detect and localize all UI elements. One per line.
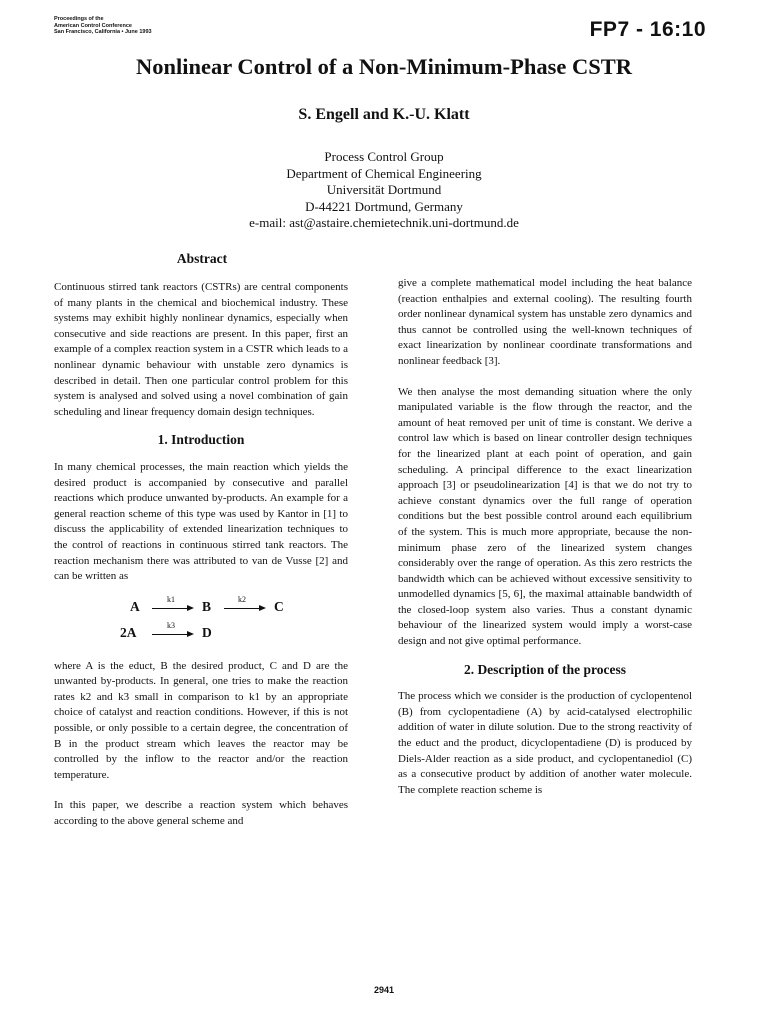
intro-paragraph-4: give a complete mathematical model including the heat balance (reaction enthalpies and external cooling). The resulting fourth order nonlinear dynamical system has unstable zero dynamics and thus cannot be controlled using the well-known techniques of exact linearization by nonlinear coordinate transformations and nonlinear feedback [3]. [398,277,692,367]
arrow-k3 [152,634,192,635]
abstract-heading: Abstract [176,251,228,266]
affiliation [0,149,768,232]
affiliation-line: Universität Dortmund [326,182,442,197]
proceedings-line: American Control Conference [54,22,132,29]
intro-paragraph-3: In this paper, we describe a reaction system which behaves according to the above general scheme and [54,799,348,828]
paper-title: Nonlinear Control of a Non-Minimum-Phase CSTR [135,54,633,79]
page-number: 2941 [373,985,395,995]
process-paragraph-1: The process which we consider is the production of cyclopentenol (B) from cyclopentadiene (A) by acid-catalysed electrophilic addition of water in dilute solution. Due to the strong reactivity of the educt and the product, dicyclopentadiene (D) is produced by Diels-Alder reaction as a side product, and cyclopentanediol (C) as a consecutive product by addition of another water molecule. The complete reaction scheme is [398,690,692,796]
species-b: B [202,598,212,614]
paper-authors: S. Engell and K.-U. Klatt [298,106,470,123]
session-code: FP7 - 16:10 [589,18,706,41]
reaction-scheme [54,589,348,651]
affiliation-line: Process Control Group [324,149,444,164]
rate-k2: k2 [238,594,246,604]
affiliation-line: Department of Chemical Engineering [286,165,482,181]
affiliation-email: e-mail: ast@astaire.chemietechnik.uni-dortmund.de [249,215,519,230]
species-a: A [130,598,140,614]
proceedings-line: Proceedings of the [54,16,104,22]
species-2a: 2A [120,624,137,640]
arrow-k1 [152,608,192,609]
intro-paragraph-1: In many chemical processes, the main reaction which yields the desired product is accompanied by consecutive and parallel reactions which produce unwanted by-products. An example for a general reaction scheme of this type was used by Kantor in [1] to discuss the applicability of extended linearization techniques to the control of reactions in continuous stirred tank reactors. The reaction mechanism there was attributed to van de Vusse [2] and can be written as [54,460,348,583]
left-column [54,280,348,830]
affiliation-line: D-44221 Dortmund, Germany [305,198,463,214]
rate-k1: k1 [167,594,175,604]
introduction-heading: 1. Introduction [157,432,245,448]
intro-paragraph-2: where A is the educt, B the desired product, C and D are the unwanted by-products. In general, one tries to make the reaction rates k2 and k3 small in comparison to k1 by an appropriate choice of catalyst and reaction conditions. However, if this is not possible, or only possible to a certain degree, the concentration of B in the product stream which leaves the reactor may be controlled by the inflow to the reactor and/or the reaction temperature. [54,659,348,781]
intro-paragraph-5: We then analyse the most demanding situation where the only manipulated variable is the flow through the reactor, and the amount of heat removed per unit of time is constant. We derive a control law which is based on linear controller design techniques for the linearized plant at each point of operation, and gain scheduling. A principal difference to the exact linearization approach [3] or pseudolinearization [4] is that we do not try to achieve constant dynamics over the full range of operation conditions but the best possible control around each equilibrium of the system. This is much more appropriate, because the non-minimum phase zero of the linearized system changes considerably over the range of operation. As this zero restricts the bandwidth which can be achieved without excessive sensitivity to unmodelled dynamics [5, 6], the maximal attainable bandwidth of the closed-loop system also varies. Thus a constant dynamic behaviour of the linearized system would imply a worst-case design and not give optimal performance. [398,385,692,648]
species-d: D [202,624,212,640]
right-column [398,276,692,798]
proceedings-line: San Francisco, California • June 1993 [54,29,152,35]
proceedings-header [54,16,152,36]
rate-k3: k3 [167,620,175,630]
process-heading: 2. Description of the process [463,661,627,677]
species-c: C [274,598,284,614]
abstract-text: Continuous stirred tank reactors (CSTRs) are central components of many plants in the chemical and biochemical industry. These systems may exhibit highly nonlinear dynamics, especially when consecutive and side reactions are present. In this paper, first an example of a complex reaction system in a CSTR which leads to a nonlinear dynamic behaviour with unstable zero dynamics is described in detail. Then one particular control problem for this system is analysed and solved using a novel combination of gain scheduling and linear frequency domain design techniques. [54,281,348,418]
arrow-k2 [224,608,264,609]
